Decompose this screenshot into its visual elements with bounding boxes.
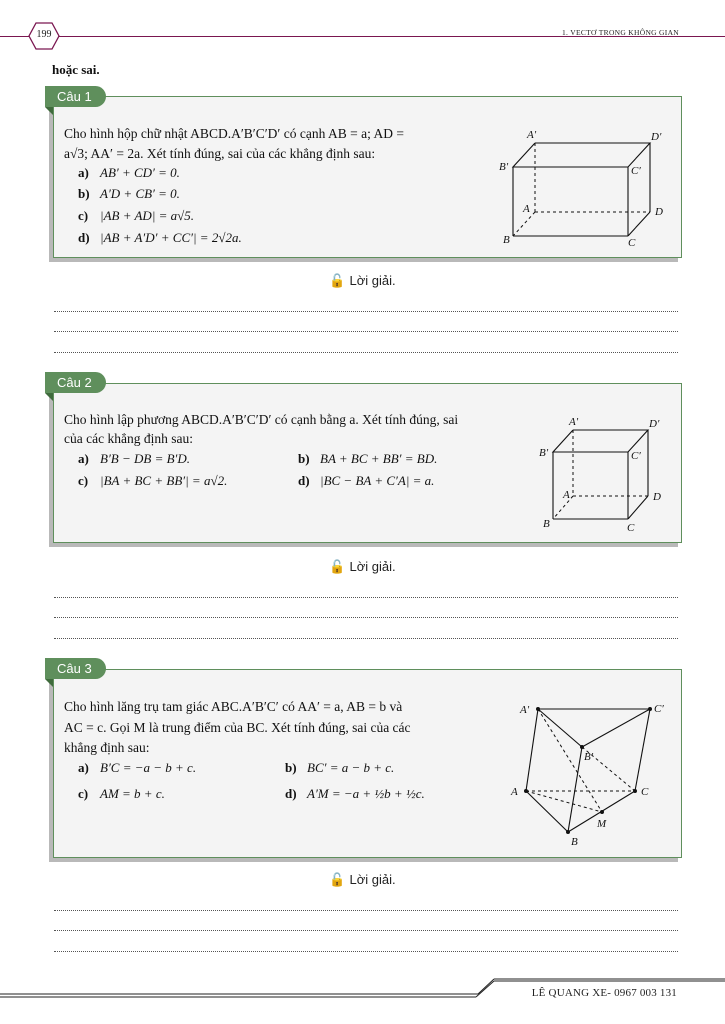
page-number: 199 (36, 29, 52, 40)
question-3-solution-label: 🔓 Lời giải. (329, 872, 396, 887)
question-1-label: Câu 1 (45, 86, 106, 107)
question-1-option-a: a) AB′ + CD′ = 0. (78, 165, 180, 180)
question-1-tab-fold (45, 107, 53, 115)
answer-line (54, 910, 678, 911)
fig3-label-b-prime: B′ (584, 751, 594, 763)
question-1-stem-line-1: Cho hình hộp chữ nhật ABCD.A′B′C′D′ có cạnh AB = a; AD = (64, 126, 404, 141)
fig3-label-m: M (597, 818, 607, 830)
fig2-label-b: B (543, 518, 550, 530)
unlock-icon: 🔓 (329, 872, 346, 887)
question-2-cube-figure (535, 412, 670, 538)
question-3-option-b: b) BC′ = a − b + c. (285, 760, 395, 775)
fig1-label-d-prime: D′ (651, 131, 662, 143)
answer-line (54, 311, 678, 312)
intro-text: hoặc sai. (52, 62, 100, 77)
question-3-stem-line-3: khẳng định sau: (64, 740, 150, 755)
fig3-label-a: A (511, 786, 518, 798)
question-2-tab-fold (45, 393, 53, 401)
fig1-label-a: A (523, 203, 530, 215)
question-2-option-a: a) B′B − DB = B′D. (78, 451, 191, 466)
answer-line (54, 930, 678, 931)
fig3-label-b: B (571, 836, 578, 848)
fig2-label-a-prime: A′ (569, 416, 579, 428)
question-1-stem-line-2: a√3; AA′ = 2a. Xét tính đúng, sai của các khẳng định sau: (64, 146, 376, 161)
question-3-label: Câu 3 (45, 658, 106, 679)
question-3-option-c: c) AM = b + c. (78, 786, 165, 801)
fig1-label-a-prime: A′ (527, 129, 537, 141)
answer-line (54, 638, 678, 639)
question-1-option-c: c) |AB + AD| = a√5. (78, 208, 195, 223)
fig3-label-c-prime: C′ (654, 703, 664, 715)
question-3-stem-line-2: AC = c. Gọi M là trung điểm của BC. Xét tính đúng, sai của các (64, 720, 411, 735)
answer-line (54, 331, 678, 332)
question-2-stem-line-1: Cho hình lập phương ABCD.A′B′C′D′ có cạnh bằng a. Xét tính đúng, sai (64, 412, 459, 427)
fig2-label-d-prime: D′ (649, 418, 660, 430)
fig2-label-d: D (653, 491, 661, 503)
unlock-icon: 🔓 (329, 559, 346, 574)
question-3-stem-line-1: Cho hình lăng trụ tam giác ABC.A′B′C′ có AA′ = a, AB = b và (64, 699, 403, 714)
question-1-solution-label: 🔓 Lời giải. (329, 273, 396, 288)
question-2-label: Câu 2 (45, 372, 106, 393)
answer-line (54, 617, 678, 618)
answer-line (54, 352, 678, 353)
unlock-icon: 🔓 (329, 273, 346, 288)
question-3-option-d: d) A′M = −a + ½b + ½c. (285, 786, 425, 801)
fig1-label-b: B (503, 234, 510, 246)
fig1-label-d: D (655, 206, 663, 218)
fig2-label-b-prime: B′ (539, 447, 549, 459)
question-3-option-a: a) B′C = −a − b + c. (78, 760, 197, 775)
question-2-option-d: d) |BC − BA + C′A| = a. (298, 473, 435, 488)
question-3-tab-fold (45, 679, 53, 687)
question-2-stem-line-2: của các khẳng định sau: (64, 431, 193, 446)
question-2-option-b: b) BA + BC + BB′ = BD. (298, 451, 438, 466)
question-1-cuboid-figure (495, 126, 675, 252)
fig2-label-c: C (627, 522, 635, 534)
question-3-prism-figure (508, 694, 680, 854)
chapter-title: 1. VECTƠ TRONG KHÔNG GIAN (561, 28, 679, 37)
footer-author: LÊ QUANG XE- 0967 003 131 (531, 987, 677, 999)
question-2-option-c: c) |BA + BC + BB′| = a√2. (78, 473, 228, 488)
question-1-option-b: b) A′D + CB′ = 0. (78, 186, 180, 201)
answer-line (54, 951, 678, 952)
question-2-solution-label: 🔓 Lời giải. (329, 559, 396, 574)
fig3-label-a-prime: A′ (520, 704, 530, 716)
question-1-option-d: d) |AB + A′D′ + CC′| = 2√2a. (78, 230, 242, 245)
fig1-label-c-prime: C′ (631, 165, 641, 177)
fig2-label-a: A (563, 489, 570, 501)
fig1-label-c: C (628, 237, 636, 249)
answer-line (54, 597, 678, 598)
fig3-label-c: C (641, 786, 649, 798)
fig2-label-c-prime: C′ (631, 450, 641, 462)
fig1-label-b-prime: B′ (499, 161, 509, 173)
